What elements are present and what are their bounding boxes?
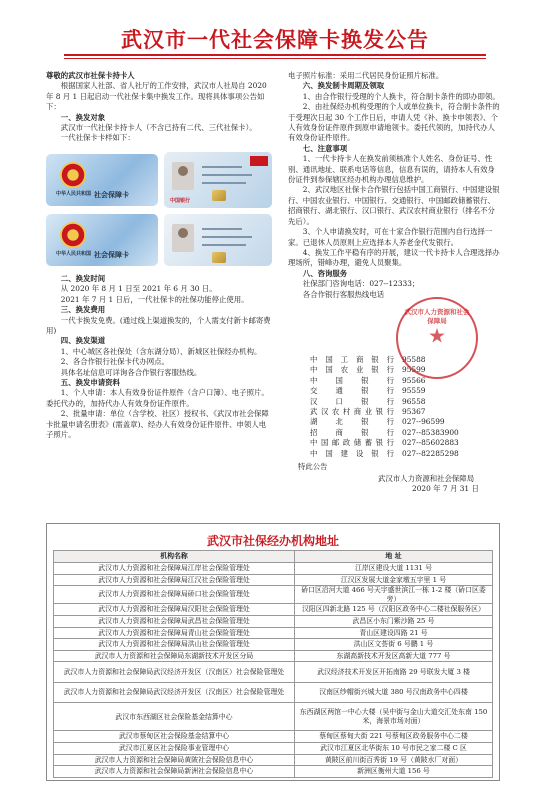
table-row (54, 682, 493, 703)
bank-name: 交通银行 (310, 386, 394, 396)
office-table-title: 武汉市社保经办机构地址 (206, 534, 339, 548)
info-line (202, 236, 252, 238)
office-address-cell: 青山区建设四路 21 号 (295, 627, 493, 639)
section-4-item-1: 1、中心城区各社保处（含东湖分局）、新城区社保经办机构。 (60, 346, 262, 356)
info-line (202, 182, 246, 184)
table-row (54, 662, 493, 683)
office-address-cell: 黄陂区前川街百秀街 19 号（黄陂水厂对面） (295, 754, 493, 766)
bank-hotline-row (310, 428, 500, 438)
office-address-cell: 汉南区纱帽街兴城大道 380 号汉南政务中心四楼 (295, 682, 493, 703)
office-address-table (53, 550, 493, 778)
table-row (54, 754, 493, 766)
bank-phone: 95566 (402, 375, 426, 385)
header-name: 机构名称 (54, 551, 295, 563)
bank-phone: 027--82285298 (402, 448, 459, 458)
section-5-item-2: 2、批量申请：单位（含学校、社区）授权书、《武汉市社会保障卡批量申请名册表》(需盖章)、经办人有效身份证件原件、申领人电子照片。 (46, 409, 269, 440)
table-row (54, 731, 493, 743)
closing-text: 特此公告 (298, 462, 328, 471)
signature-date: 2020 年 7 月 31 日 (412, 484, 479, 493)
bank-phone: 027--96599 (402, 417, 445, 427)
section-5-item-2-cont: 电子照片标准：采用二代居民身份证照片标准。 (288, 71, 444, 80)
section-6-item-1: 1、由合作银行受理的个人换卡，符合制卡条件的即办即领。 (302, 91, 500, 101)
national-emblem-icon (60, 162, 86, 188)
table-row (54, 742, 493, 754)
card-name-text: 社会保障卡 (94, 190, 129, 199)
seal-text: 武汉市人力资源和社会保障局 (404, 308, 470, 325)
bank-phone: 95559 (402, 386, 426, 396)
signature-org: 武汉市人力资源和社会保障局 (378, 474, 475, 483)
section-3-body: 一代卡换发免费。(通过线上渠道换发的，个人需支付新卡邮寄费用) (46, 315, 271, 336)
section-4-heading: 四、换发渠道 (60, 336, 106, 346)
bank-phone: 95367 (402, 407, 426, 417)
office-name-cell: 武汉市人力资源和社会保障局东湖新技术开发区分局 (54, 650, 295, 662)
card-country-text: 中华人民共和国 (56, 251, 92, 257)
card-back-sample-1 (164, 152, 272, 208)
left-column (46, 71, 272, 144)
holder-photo (172, 224, 194, 252)
section-3-heading: 三、换发费用 (60, 305, 106, 315)
office-name-cell: 武汉市人力资源和社会保障局江汉社会保险管理处 (54, 574, 295, 586)
table-row (54, 650, 493, 662)
table-row (54, 766, 493, 778)
bank-name: 中国工商银行 (310, 355, 394, 364)
section-7-item-4: 4、换发工作平稳有序的开展，建议一代卡持卡人合理选择办理场所，错峰办理，避免人员聚集。 (288, 247, 500, 268)
greeting: 尊敬的武汉市社保卡持卡人 (46, 71, 135, 80)
section-7-item-2: 2、武汉地区社保卡合作银行包括中国工商银行、中国建设银行、中国农业银行、中国银行、交通银行、中国邮政储蓄银行、招商银行、湖北银行、汉口银行、武汉农村商业银行（排名不分先后）。 (288, 185, 500, 226)
section-4-item-2: 2、各合作银行社保卡代办网点。 (60, 357, 169, 367)
office-name-cell: 武汉市人力资源和社会保障局洪山社会保险管理处 (54, 639, 295, 651)
table-row (54, 615, 493, 627)
office-name-cell: 武汉市人力资源和社会保障局新洲社会保险信息中心 (54, 766, 295, 778)
office-address-cell: 江岸区建设大道 1131 号 (295, 563, 493, 575)
office-address-cell: 江汉区发展大道金家墩五宇里 1 号 (295, 574, 493, 586)
table-header-row (54, 551, 493, 563)
table-row (54, 586, 493, 604)
office-name-cell: 武汉市人力资源和社会保障局武汉经济开发区（汉南区）社会保险管理处 (54, 682, 295, 703)
bank-name: 武汉农村商业银行 (310, 407, 394, 417)
section-7-item-1: 1、一代卡持卡人在换发前须核准个人姓名、身份证号、性别、通讯地址、联系电话等信息，信息有误的，请持本人有效身份证件到参保辖区经办机构办理信息维护。 (288, 154, 495, 185)
section-6-item-2: 2、由社保经办机构受理的个人或单位换卡，符合制卡条件的于受理次日起 30 个工作日后，申请人凭《补、换卡申领表》、个人有效身份证件原件到原申请地领卡。委托代领的，加持代办人有效身份证件原件。 (288, 102, 500, 143)
card-sample-label: 一代社保卡卡样如下： (60, 133, 135, 143)
card-back-sample-2 (164, 214, 272, 266)
office-name-cell: 武汉市蔡甸区社会保险基金结算中心 (54, 731, 295, 743)
office-name-cell: 武汉市人力资源和社会保障局青山社会保险管理处 (54, 627, 295, 639)
bank-hotline-row (310, 407, 500, 417)
office-address-cell: 武汉市江夏区北华街东 10 号市民之家二楼 C 区 (295, 742, 493, 754)
bank-hotline-row (310, 449, 500, 459)
card-samples (46, 152, 272, 270)
intro-text: 根据国家人社部、省人社厅的工作安排，武汉市人社局自 2020 年 8 月 1 日起启动一代社保卡集中换发工作。现将具体事项公告如下： (46, 81, 267, 112)
section-4-note: 具体名址信息可详询各合作银行客服热线。 (60, 367, 202, 377)
card-front-sample-1 (46, 154, 158, 206)
office-address-cell: 洪山区文荟街 6 号鹏 1 号 (295, 639, 493, 651)
bank-hotline-row (310, 397, 500, 407)
office-address-cell: 东湖高新技术开发区高新大道 777 号 (295, 650, 493, 662)
notice-title: 武汉市一代社会保障卡换发公告 (121, 27, 429, 52)
hotline-banks-label: 各合作银行客服热线电话 (302, 289, 385, 299)
office-name-cell: 武汉市人力资源和社会保障局武汉经济开发区（汉南区）社会保险管理处 (54, 662, 295, 683)
bank-hotline-row (310, 365, 500, 375)
title-rule-top (64, 54, 486, 56)
bank-name: 中国农业银行 (310, 365, 394, 375)
bank-name: 招商银行 (310, 427, 394, 437)
bank-name: 汉口银行 (310, 396, 394, 406)
right-column (288, 71, 500, 300)
title-rule-bottom (64, 58, 486, 59)
bank-phone: 95599 (402, 365, 426, 375)
office-name-cell: 武汉市人力资源和社会保障局汉阳社会保险管理处 (54, 604, 295, 616)
info-line (202, 174, 252, 176)
info-line (202, 166, 242, 168)
office-address-cell: 硚口区沿河大道 466 号天宇盛世滨江一栋 1-2 楼（硚口区委旁） (295, 586, 493, 604)
bank-name: 中国邮政储蓄银行 (310, 438, 394, 448)
table-row (54, 574, 493, 586)
section-5-heading: 五、换发申请资料 (60, 378, 120, 388)
card-front-sample-2 (46, 214, 158, 266)
bank-hotline-row (310, 417, 500, 427)
holder-photo (172, 162, 194, 190)
office-name-cell: 武汉市人力资源和社会保障局武昌社会保险管理处 (54, 615, 295, 627)
card-country-text: 中华人民共和国 (56, 191, 92, 197)
national-emblem-icon (60, 222, 86, 248)
table-row (54, 639, 493, 651)
bank-logo (250, 156, 268, 166)
bank-hotline-row (310, 386, 500, 396)
section-1-body: 武汉市一代社保卡持卡人（不含已持有二代、三代社保卡）。 (60, 123, 257, 133)
office-name-cell: 武汉市江夏区社会保险事业管理中心 (54, 742, 295, 754)
office-name-cell: 武汉市人力资源和社会保障局硚口社会保险管理处 (54, 586, 295, 604)
office-name-cell: 武汉市人力资源和社会保障局黄陂社会保险信息中心 (54, 754, 295, 766)
section-1-heading: 一、换发对象 (60, 112, 106, 122)
section-7-item-3: 3、个人申请换发时，可在十家合作银行范围内自行选择一家。已退休人员原则上应选择本人养老金代发银行。 (288, 227, 493, 247)
bank-phone: 027--85602883 (402, 438, 459, 448)
office-address-cell: 东西湖区两馆一中心大楼（吴中街与金山大道交汇处东南 150 米，海景市场对面） (295, 703, 493, 731)
section-2-line-2: 2021 年 7 月 1 日后，一代社保卡的社保功能停止使用。 (60, 294, 249, 304)
section-2-line-1: 从 2020 年 8 月 1 日至 2021 年 6 月 30 日。 (60, 284, 217, 294)
office-name-cell: 武汉市人力资源和社会保障局江岸社会保险管理处 (54, 563, 295, 575)
section-8-heading: 八、咨询服务 (302, 268, 348, 278)
office-address-cell: 新洲区衡州大道 156 号 (295, 766, 493, 778)
office-address-cell: 武昌区小东门紫沙路 25 号 (295, 615, 493, 627)
bank-name: 中国银行 (310, 375, 394, 385)
section-6-heading: 六、换发制卡周期及领取 (302, 81, 385, 91)
left-column-lower (46, 274, 272, 441)
bank-hotline-row (310, 438, 500, 448)
office-address-cell: 蔡甸区蔡甸大街 221 号蔡甸区政务服务中心二楼 (295, 731, 493, 743)
bank-name: 湖北银行 (310, 417, 394, 427)
info-line (202, 244, 246, 246)
table-row (54, 627, 493, 639)
office-address-cell: 武汉经济技术开发区开拓南路 29 号联发大厦 3 楼 (295, 662, 493, 683)
table-row (54, 604, 493, 616)
header-address: 地 址 (295, 551, 493, 563)
official-seal (396, 297, 478, 379)
info-line (202, 228, 242, 230)
bank-hotline-row (310, 376, 500, 386)
section-7-heading: 七、注意事项 (302, 143, 348, 153)
bank-phone: 96558 (402, 396, 426, 406)
section-5-item-1: 1、个人申请：本人有效身份证件原件（含户口簿）、电子照片。委托代办的，加持代办人有效身份证件原件。 (46, 388, 269, 408)
table-row (54, 703, 493, 731)
bank-hotline-list (310, 355, 500, 459)
chip-icon (212, 190, 226, 201)
hotline-social: 社保部门咨询电话：027--12333； (302, 279, 420, 289)
office-name-cell: 武汉市东西湖区社会保险基金结算中心 (54, 703, 295, 731)
bank-phone: 95588 (402, 355, 426, 364)
card-bank-text: 中国银行 (170, 198, 191, 204)
table-row (54, 563, 493, 575)
office-address-cell: 汉阳区四新北路 125 号（汉阳区政务中心二楼社保服务区） (295, 604, 493, 616)
bank-name: 中国建设银行 (310, 448, 394, 458)
section-2-heading: 二、换发时间 (60, 274, 106, 283)
office-address-box (46, 523, 500, 781)
chip-icon (212, 252, 226, 263)
card-name-text: 社会保障卡 (94, 250, 129, 259)
bank-phone: 027--85383900 (402, 427, 459, 437)
